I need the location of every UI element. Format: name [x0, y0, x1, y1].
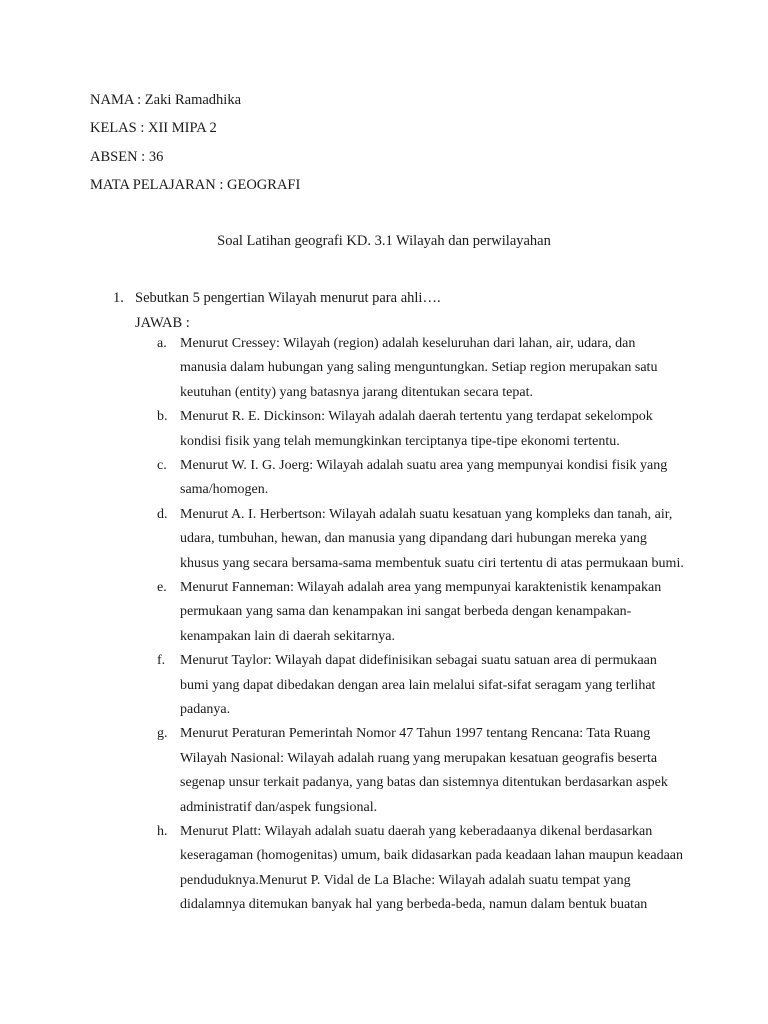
list-item-text-line: Menurut Peraturan Pemerintah Nomor 47 Tahun 1997 tentang Rencana: Tata Ruang	[180, 726, 651, 742]
list-item-letter: e.	[157, 580, 167, 595]
list-item-text-line: Wilayah Nasional: Wilayah adalah ruang yang merupakan kesatuan geografis beserta	[180, 750, 658, 766]
list-item-letter: c.	[157, 458, 167, 473]
question-text: Sebutkan 5 pengertian Wilayah menurut para ahli….	[135, 290, 441, 306]
list-item-text-line: kondisi fisik yang telah memungkinkan terciptanya tipe-tipe ekonomi tertentu.	[180, 433, 620, 449]
list-item-text-line: udara, tumbuhan, hewan, dan manusia yang dipandang dari hubungan mereka yang	[180, 531, 647, 547]
list-item-text-line: Menurut Fanneman: Wilayah adalah area yang mempunyai karaktenistik kenampakan	[180, 580, 662, 595]
list-item-text-line: padanya.	[180, 701, 231, 717]
list-item-letter: d.	[157, 506, 168, 522]
list-item-text-line: Menurut W. I. G. Joerg: Wilayah adalah suatu area yang mempunyai kondisi fisik yang	[180, 458, 668, 473]
list-item-text-line: segenap unsur terkait padanya, yang batas dan sistemnya ditentukan berdasarkan aspek	[180, 775, 668, 791]
list-item-text-line: Menurut R. E. Dickinson: Wilayah adalah daerah tertentu yang terdapat sekelompok	[180, 409, 653, 425]
list-item-letter: g.	[157, 726, 168, 742]
student-class: KELAS : XII MIPA 2	[90, 120, 217, 136]
list-item-text-line: bumi yang dapat dibedakan dengan area lain melalui sifat-sifat seragam yang terlihat	[180, 677, 656, 693]
document-title: Soal Latihan geografi KD. 3.1 Wilayah dan perwilayahan	[217, 233, 551, 249]
list-item-text-line: permukaan yang sama dan kenampakan ini sangat berbeda dengan kenampakan-	[180, 604, 632, 620]
list-item-text-line: sama/homogen.	[180, 482, 269, 498]
answer-label: JAWAB :	[135, 315, 190, 331]
list-item-text-line: manusia dalam hubungan yang saling menguntungkan. Setiap region merupakan satu	[180, 360, 658, 376]
list-item-text-line: didalamnya ditemukan banyak hal yang berbeda-beda, namun dalam bentuk buatan	[180, 897, 648, 913]
student-attendance-number: ABSEN : 36	[90, 149, 164, 165]
list-item-text-line: keutuhan (entity) yang batasnya jarang ditentukan secara tepat.	[180, 384, 533, 400]
list-item-text-line: Menurut Cressey: Wilayah (region) adalah keseluruhan dari lahan, air, udara, dan	[180, 336, 636, 351]
list-item-text-line: kenampakan lain di daerah sekitarnya.	[180, 628, 395, 644]
list-item-text-line: Menurut Taylor: Wilayah dapat didefinisikan sebagai suatu satuan area di permukaan	[180, 653, 657, 669]
list-item-text-line: Menurut Platt: Wilayah adalah suatu daerah yang keberadaanya dikenal berdasarkan	[180, 824, 653, 839]
list-item-letter: h.	[157, 824, 168, 839]
list-item-text-line: khusus yang secara bersama-sama membentuk suatu ciri tertentu di atas permukaan bumi.	[180, 555, 684, 571]
list-item-text-line: Menurut A. I. Herbertson: Wilayah adalah suatu kesatuan yang kompleks dan tanah, air,	[180, 506, 673, 522]
list-item-letter: a.	[157, 336, 167, 351]
list-item-letter: f.	[157, 653, 166, 669]
list-item-text-line: penduduknya.Menurut P. Vidal de La Blache: Wilayah adalah suatu tempat yang	[180, 872, 631, 888]
list-item-text-line: administratif dan/aspek fungsional.	[180, 799, 378, 815]
question-number: 1.	[113, 290, 124, 306]
subject: MATA PELAJARAN : GEOGRAFI	[90, 177, 301, 193]
list-item-letter: b.	[157, 409, 168, 425]
list-item-text-line: keseragaman (homogenitas) umum, baik didasarkan pada keadaan lahan maupun keadaan	[180, 848, 684, 864]
student-name: NAMA : Zaki Ramadhika	[90, 92, 242, 108]
